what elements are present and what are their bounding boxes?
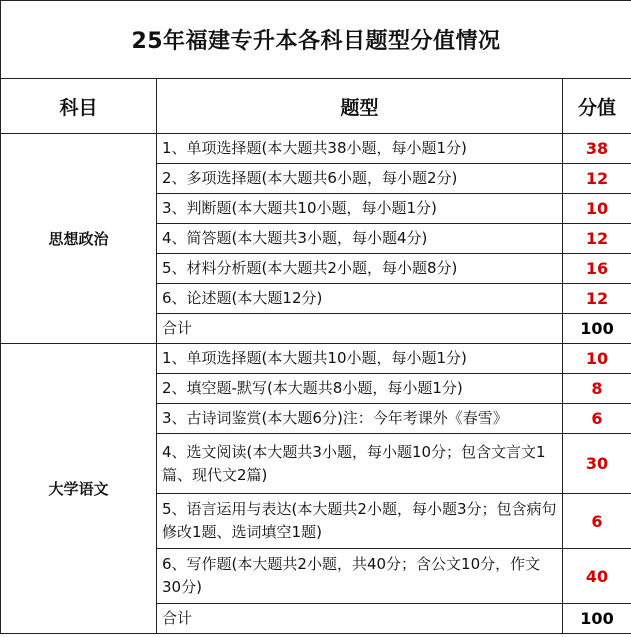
score-cell: 12 [563,284,631,314]
type-cell: 4、简答题(本大题共3小题，每小题4分) [157,224,563,254]
table-row [1,134,631,164]
total-label: 合计 [157,604,563,634]
score-cell: 30 [563,434,631,494]
header-subject: 科目 [1,79,157,134]
table-row [1,344,631,374]
type-cell: 3、古诗词鉴赏(本大题6分)注：今年考课外《春雪》 [157,404,563,434]
title-row [1,1,631,79]
score-cell: 16 [563,254,631,284]
score-cell: 10 [563,194,631,224]
score-cell: 8 [563,374,631,404]
total-score: 100 [563,314,631,344]
score-cell: 40 [563,549,631,604]
score-cell: 12 [563,164,631,194]
type-cell: 1、单项选择题(本大题共38小题，每小题1分) [157,134,563,164]
total-label: 合计 [157,314,563,344]
type-cell: 3、判断题(本大题共10小题，每小题1分) [157,194,563,224]
type-cell: 2、多项选择题(本大题共6小题，每小题2分) [157,164,563,194]
type-cell: 6、写作题(本大题共2小题，共40分；含公文10分，作文30分) [157,549,563,604]
header-type: 题型 [157,79,563,134]
type-cell: 2、填空题-默写(本大题共8小题，每小题1分) [157,374,563,404]
type-cell: 1、单项选择题(本大题共10小题，每小题1分) [157,344,563,374]
subject-cell-chinese: 大学语文 [1,344,157,634]
type-cell: 4、选文阅读(本大题共3小题，每小题10分；包含文言文1篇、现代文2篇) [157,434,563,494]
subject-cell-politics: 思想政治 [1,134,157,344]
total-score: 100 [563,604,631,634]
score-cell: 12 [563,224,631,254]
type-cell: 5、语言运用与表达(本大题共2小题，每小题3分；包含病句修改1题、选词填空1题) [157,494,563,549]
type-cell: 6、论述题(本大题12分) [157,284,563,314]
type-cell: 5、材料分析题(本大题共2小题，每小题8分) [157,254,563,284]
score-cell: 6 [563,494,631,549]
header-row [1,79,631,134]
score-cell: 6 [563,404,631,434]
score-cell: 38 [563,134,631,164]
header-score: 分值 [563,79,631,134]
page-title: 25年福建专升本各科目题型分值情况 [1,1,631,79]
score-cell: 10 [563,344,631,374]
